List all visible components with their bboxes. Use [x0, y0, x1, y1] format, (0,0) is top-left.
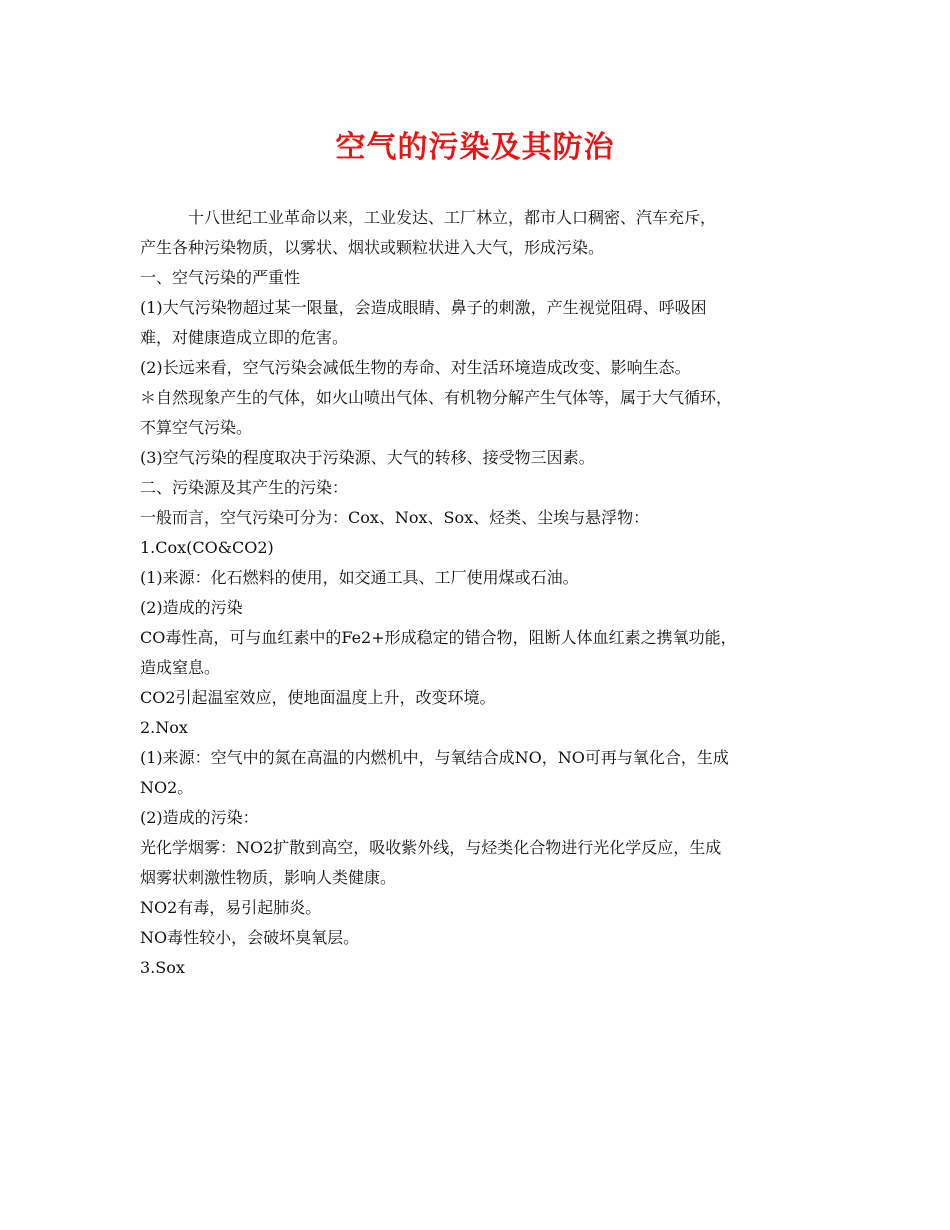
paragraph-line: (2)造成的污染 [140, 598, 243, 617]
paragraph-line: (2)造成的污染： [140, 808, 259, 827]
paragraph-line: 不算空气污染。 [140, 418, 253, 437]
paragraph-line: 十八世纪工业革命以来，工业发达、工厂林立，都市人口稠密、汽车充斥， [188, 208, 717, 227]
paragraph-line: (1)大气污染物超过某一限量，会造成眼睛、鼻子的刺激，产生视觉阻碍、呼吸困 [140, 298, 707, 317]
paragraph-line: NO毒性较小，会破坏臭氧层。 [140, 928, 360, 947]
paragraph-line: (1)来源：空气中的氮在高温的内燃机中，与氧结合成NO，NO可再与氧化合，生成 [140, 748, 729, 767]
paragraph-line: CO毒性高，可与血红素中的Fe2+形成稳定的错合物，阻断人体血红素之携氧功能， [140, 628, 737, 647]
paragraph-line: ＊自然现象产生的气体，如火山喷出气体、有机物分解产生气体等，属于大气循环， [140, 388, 733, 407]
paragraph-line: (2)长远来看，空气污染会减低生物的寿命、对生活环境造成改变、影响生态。 [140, 358, 691, 377]
paragraph-line: NO2。 [140, 778, 194, 797]
subsection-heading: 3.Sox [140, 958, 185, 977]
document-body [140, 203, 820, 983]
section-heading: 一、空气污染的严重性 [140, 268, 301, 287]
section-heading: 二、污染源及其产生的污染： [140, 478, 349, 497]
subsection-heading: 1.Cox(CO&CO2) [140, 538, 274, 557]
paragraph-line: 光化学烟雾：NO2扩散到高空，吸收紫外线，与烃类化合物进行光化学反应，生成 [140, 838, 722, 857]
paragraph-line: 造成窒息。 [140, 658, 221, 677]
paragraph-line: CO2引起温室效应，使地面温度上升，改变环境。 [140, 688, 496, 707]
subsection-heading: 2.Nox [140, 718, 188, 737]
paragraph-line: 产生各种污染物质，以雾状、烟状或颗粒状进入大气，形成污染。 [140, 238, 605, 257]
paragraph-line: 难，对健康造成立即的危害。 [140, 328, 349, 347]
paragraph-line: (1)来源：化石燃料的使用，如交通工具、工厂使用煤或石油。 [140, 568, 579, 587]
paragraph-line: 一般而言，空气污染可分为：Cox、Nox、Sox、烃类、尘埃与悬浮物： [140, 508, 650, 527]
paragraph-line: 烟雾状刺激性物质，影响人类健康。 [140, 868, 397, 887]
paragraph-line: NO2有毒，易引起肺炎。 [140, 898, 322, 917]
document-title: 空气的污染及其防治 [335, 130, 615, 165]
paragraph-line: (3)空气污染的程度取决于污染源、大气的转移、接受物三因素。 [140, 448, 595, 467]
